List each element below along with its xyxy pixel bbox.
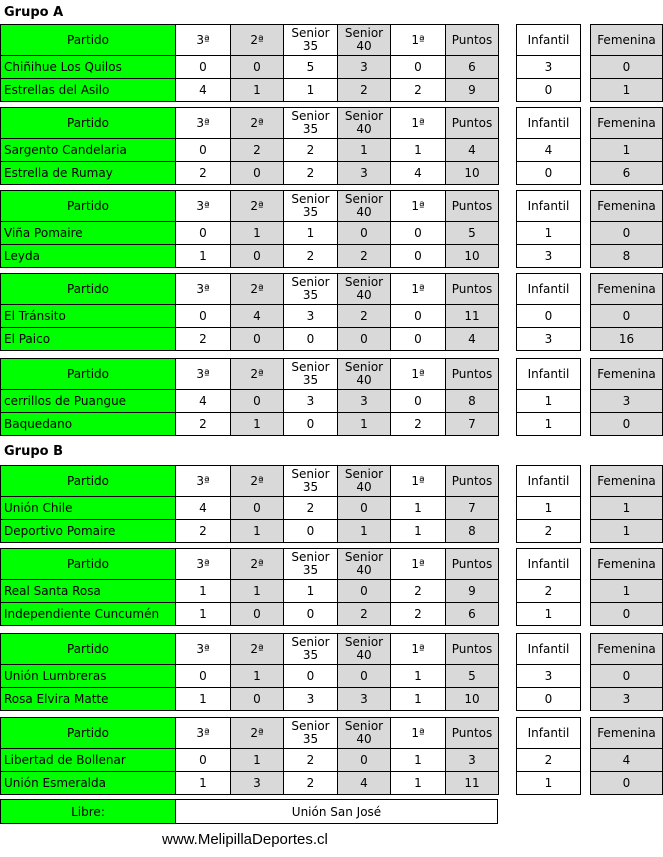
score-s40: 4: [337, 771, 391, 795]
score-s35: 5: [283, 55, 338, 79]
header-femenina: Femenina: [590, 465, 663, 497]
header-label-line1: Senior: [344, 360, 384, 374]
team-name: Sargento Candelaria: [0, 138, 176, 162]
header-puntos: Puntos: [445, 358, 499, 390]
score-c2: 0: [230, 687, 284, 711]
score-infantil: 0: [516, 78, 581, 102]
group-title: Grupo A: [4, 5, 64, 20]
score-s40: 1: [337, 138, 391, 162]
header-name: Partido: [0, 717, 176, 749]
score-c2: 1: [230, 664, 284, 688]
score-c1: 1: [390, 771, 446, 795]
header-label-line1: Senior: [291, 192, 330, 206]
score-femenina: 8: [590, 244, 663, 268]
score-infantil: 1: [516, 221, 581, 245]
score-c2: 0: [230, 327, 284, 351]
header-label-line2: 40: [356, 563, 372, 577]
score-c2: 0: [230, 389, 284, 413]
header-infantil: Infantil: [516, 273, 581, 305]
score-s35: 2: [283, 496, 338, 520]
header-label-line1: Senior: [344, 275, 384, 289]
header-s40: [337, 633, 391, 665]
team-name: Real Santa Rosa: [0, 579, 176, 603]
score-c1: 2: [390, 78, 446, 102]
score-infantil: 0: [516, 161, 581, 185]
header-c2: 2ª: [230, 107, 284, 139]
header-label-line1: Senior: [344, 26, 384, 40]
header-c2: 2ª: [230, 548, 284, 580]
score-s35: 0: [283, 327, 338, 351]
team-name: Unión Esmeralda: [0, 771, 176, 795]
score-s35: 0: [283, 664, 338, 688]
header-c3: 3ª: [175, 358, 231, 390]
header-label-line1: Senior: [291, 635, 330, 649]
header-name: Partido: [0, 633, 176, 665]
score-s35: 3: [283, 389, 338, 413]
header-infantil: Infantil: [516, 107, 581, 139]
header-c3: 3ª: [175, 717, 231, 749]
score-puntos: 10: [445, 161, 499, 185]
score-s40: 3: [337, 389, 391, 413]
score-infantil: 1: [516, 412, 581, 436]
header-name: Partido: [0, 24, 176, 56]
score-infantil: 1: [516, 771, 581, 795]
score-c2: 0: [230, 496, 284, 520]
score-femenina: 0: [590, 304, 663, 328]
score-c1: 1: [390, 138, 446, 162]
header-c2: 2ª: [230, 465, 284, 497]
score-c2: 1: [230, 519, 284, 543]
header-puntos: Puntos: [445, 717, 499, 749]
score-c1: 1: [390, 496, 446, 520]
header-femenina: Femenina: [590, 24, 663, 56]
score-femenina: 0: [590, 771, 663, 795]
score-femenina: 16: [590, 327, 663, 351]
score-femenina: 1: [590, 78, 663, 102]
score-s40: 2: [337, 304, 391, 328]
header-c2: 2ª: [230, 358, 284, 390]
score-femenina: 0: [590, 664, 663, 688]
header-label-line1: Senior: [344, 192, 384, 206]
header-c1: 1ª: [390, 548, 446, 580]
header-s40: [337, 465, 391, 497]
score-c2: 4: [230, 304, 284, 328]
header-infantil: Infantil: [516, 358, 581, 390]
header-label-line2: 35: [302, 563, 319, 577]
score-s40: 0: [337, 221, 391, 245]
score-infantil: 0: [516, 304, 581, 328]
header-puntos: Puntos: [445, 190, 499, 222]
header-c3: 3ª: [175, 548, 231, 580]
header-femenina: Femenina: [590, 273, 663, 305]
score-c3: 0: [175, 138, 231, 162]
header-s35: [283, 548, 338, 580]
header-femenina: Femenina: [590, 190, 663, 222]
header-s35: [283, 358, 338, 390]
score-femenina: 0: [590, 55, 663, 79]
header-s40: [337, 190, 391, 222]
header-c1: 1ª: [390, 190, 446, 222]
header-infantil: Infantil: [516, 717, 581, 749]
header-label-line2: 35: [302, 732, 319, 746]
website-url: www.MelipillaDeportes.cl: [162, 831, 328, 848]
header-femenina: Femenina: [590, 107, 663, 139]
score-femenina: 1: [590, 579, 663, 603]
header-name: Partido: [0, 548, 176, 580]
header-s35: [283, 24, 338, 56]
header-s40: [337, 717, 391, 749]
score-c1: 4: [390, 161, 446, 185]
header-label-line1: Senior: [344, 467, 384, 481]
header-name: Partido: [0, 107, 176, 139]
team-name: Viña Pomaire: [0, 221, 176, 245]
group-title: Grupo B: [4, 444, 64, 459]
team-name: Independiente Cuncumén: [0, 602, 176, 626]
header-c1: 1ª: [390, 717, 446, 749]
score-puntos: 6: [445, 55, 499, 79]
header-name: Partido: [0, 190, 176, 222]
score-puntos: 11: [445, 771, 499, 795]
score-puntos: 4: [445, 138, 499, 162]
score-s35: 2: [283, 748, 338, 772]
score-c1: 0: [390, 244, 446, 268]
header-c2: 2ª: [230, 717, 284, 749]
score-puntos: 9: [445, 78, 499, 102]
header-label-line2: 35: [302, 373, 319, 387]
score-femenina: 4: [590, 748, 663, 772]
score-c3: 2: [175, 161, 231, 185]
score-c2: 1: [230, 748, 284, 772]
score-puntos: 3: [445, 748, 499, 772]
header-c1: 1ª: [390, 273, 446, 305]
header-c1: 1ª: [390, 107, 446, 139]
header-infantil: Infantil: [516, 548, 581, 580]
header-femenina: Femenina: [590, 548, 663, 580]
score-s35: 2: [283, 138, 338, 162]
score-c3: 1: [175, 687, 231, 711]
score-c1: 2: [390, 412, 446, 436]
header-puntos: Puntos: [445, 273, 499, 305]
score-c2: 0: [230, 161, 284, 185]
team-name: Unión Lumbreras: [0, 664, 176, 688]
score-s40: 0: [337, 748, 391, 772]
score-c3: 4: [175, 496, 231, 520]
score-c3: 1: [175, 579, 231, 603]
header-s35: [283, 465, 338, 497]
header-name: Partido: [0, 273, 176, 305]
header-label-line1: Senior: [344, 635, 384, 649]
header-label-line1: Senior: [344, 550, 384, 564]
score-s35: 2: [283, 771, 338, 795]
score-s40: 0: [337, 496, 391, 520]
score-c1: 1: [390, 664, 446, 688]
score-s40: 0: [337, 327, 391, 351]
score-infantil: 2: [516, 519, 581, 543]
header-infantil: Infantil: [516, 465, 581, 497]
team-name: Libertad de Bollenar: [0, 748, 176, 772]
score-s35: 3: [283, 304, 338, 328]
score-c2: 1: [230, 412, 284, 436]
score-s40: 3: [337, 161, 391, 185]
team-name: Leyda: [0, 244, 176, 268]
score-s40: 2: [337, 602, 391, 626]
header-label-line2: 35: [302, 480, 319, 494]
score-c2: 0: [230, 602, 284, 626]
team-name: Estrellas del Asilo: [0, 78, 176, 102]
header-c1: 1ª: [390, 633, 446, 665]
libre-team: Unión San José: [175, 799, 498, 824]
score-s35: 2: [283, 244, 338, 268]
header-c3: 3ª: [175, 465, 231, 497]
header-infantil: Infantil: [516, 190, 581, 222]
header-name: Partido: [0, 465, 176, 497]
score-femenina: 3: [590, 687, 663, 711]
header-label-line1: Senior: [344, 719, 384, 733]
score-c1: 2: [390, 602, 446, 626]
score-s40: 2: [337, 78, 391, 102]
header-c2: 2ª: [230, 190, 284, 222]
header-infantil: Infantil: [516, 24, 581, 56]
header-label-line1: Senior: [291, 719, 330, 733]
header-label-line2: 40: [356, 648, 372, 662]
header-puntos: Puntos: [445, 465, 499, 497]
header-c3: 3ª: [175, 24, 231, 56]
team-name: Estrella de Rumay: [0, 161, 176, 185]
score-c1: 0: [390, 389, 446, 413]
score-puntos: 8: [445, 519, 499, 543]
header-label-line2: 35: [302, 288, 319, 302]
score-c1: 0: [390, 221, 446, 245]
header-label-line2: 35: [302, 122, 319, 136]
header-label-line2: 35: [302, 205, 319, 219]
score-femenina: 6: [590, 161, 663, 185]
score-puntos: 6: [445, 602, 499, 626]
team-name: El Paico: [0, 327, 176, 351]
score-s35: 0: [283, 519, 338, 543]
header-puntos: Puntos: [445, 24, 499, 56]
score-c3: 0: [175, 221, 231, 245]
header-puntos: Puntos: [445, 633, 499, 665]
score-femenina: 0: [590, 602, 663, 626]
header-s40: [337, 548, 391, 580]
header-s40: [337, 358, 391, 390]
header-label-line2: 40: [356, 373, 372, 387]
score-s40: 1: [337, 519, 391, 543]
score-femenina: 1: [590, 519, 663, 543]
score-femenina: 0: [590, 412, 663, 436]
score-s35: 2: [283, 161, 338, 185]
header-s35: [283, 107, 338, 139]
score-s35: 3: [283, 687, 338, 711]
team-name: Unión Chile: [0, 496, 176, 520]
score-infantil: 0: [516, 687, 581, 711]
score-infantil: 1: [516, 496, 581, 520]
score-s35: 1: [283, 78, 338, 102]
header-label-line1: Senior: [291, 360, 330, 374]
score-puntos: 9: [445, 579, 499, 603]
header-s35: [283, 273, 338, 305]
score-s35: 0: [283, 412, 338, 436]
score-femenina: 3: [590, 389, 663, 413]
header-s40: [337, 273, 391, 305]
score-c1: 1: [390, 748, 446, 772]
score-c3: 1: [175, 771, 231, 795]
header-femenina: Femenina: [590, 633, 663, 665]
score-c3: 1: [175, 602, 231, 626]
score-infantil: 3: [516, 244, 581, 268]
header-s40: [337, 107, 391, 139]
header-puntos: Puntos: [445, 548, 499, 580]
header-c1: 1ª: [390, 24, 446, 56]
score-c2: 2: [230, 138, 284, 162]
score-puntos: 10: [445, 244, 499, 268]
header-label-line2: 35: [302, 39, 319, 53]
score-s40: 3: [337, 55, 391, 79]
score-infantil: 2: [516, 579, 581, 603]
score-c2: 0: [230, 244, 284, 268]
header-s40: [337, 24, 391, 56]
header-label-line2: 40: [356, 288, 372, 302]
header-s35: [283, 633, 338, 665]
score-s40: 2: [337, 244, 391, 268]
score-s40: 0: [337, 664, 391, 688]
header-label-line1: Senior: [291, 26, 330, 40]
score-puntos: 8: [445, 389, 499, 413]
header-c3: 3ª: [175, 190, 231, 222]
score-infantil: 3: [516, 664, 581, 688]
score-c1: 1: [390, 687, 446, 711]
score-c3: 2: [175, 412, 231, 436]
header-label-line1: Senior: [291, 109, 330, 123]
score-c2: 1: [230, 78, 284, 102]
header-name: Partido: [0, 358, 176, 390]
score-puntos: 7: [445, 412, 499, 436]
score-infantil: 4: [516, 138, 581, 162]
score-puntos: 5: [445, 221, 499, 245]
score-c1: 0: [390, 55, 446, 79]
score-infantil: 2: [516, 748, 581, 772]
score-c1: 0: [390, 327, 446, 351]
score-c1: 2: [390, 579, 446, 603]
score-c2: 0: [230, 55, 284, 79]
score-c1: 0: [390, 304, 446, 328]
score-c3: 2: [175, 519, 231, 543]
team-name: cerrillos de Puangue: [0, 389, 176, 413]
header-label-line1: Senior: [291, 275, 330, 289]
team-name: Baquedano: [0, 412, 176, 436]
score-femenina: 1: [590, 496, 663, 520]
score-c3: 0: [175, 748, 231, 772]
header-label-line1: Senior: [291, 550, 330, 564]
score-puntos: 7: [445, 496, 499, 520]
header-label-line2: 40: [356, 122, 372, 136]
header-c3: 3ª: [175, 107, 231, 139]
score-infantil: 3: [516, 327, 581, 351]
score-c3: 0: [175, 664, 231, 688]
score-puntos: 4: [445, 327, 499, 351]
header-femenina: Femenina: [590, 358, 663, 390]
header-s35: [283, 190, 338, 222]
header-femenina: Femenina: [590, 717, 663, 749]
header-label-line2: 40: [356, 39, 372, 53]
score-infantil: 1: [516, 389, 581, 413]
header-c1: 1ª: [390, 465, 446, 497]
team-name: Deportivo Pomaire: [0, 519, 176, 543]
header-label-line2: 40: [356, 480, 372, 494]
team-name: El Tránsito: [0, 304, 176, 328]
score-c3: 4: [175, 78, 231, 102]
score-puntos: 10: [445, 687, 499, 711]
score-c3: 0: [175, 304, 231, 328]
header-label-line2: 40: [356, 205, 372, 219]
score-s40: 1: [337, 412, 391, 436]
header-infantil: Infantil: [516, 633, 581, 665]
score-c2: 1: [230, 579, 284, 603]
score-c3: 0: [175, 55, 231, 79]
team-name: Rosa Elvira Matte: [0, 687, 176, 711]
header-c2: 2ª: [230, 273, 284, 305]
header-c2: 2ª: [230, 633, 284, 665]
header-c1: 1ª: [390, 358, 446, 390]
score-s35: 1: [283, 221, 338, 245]
header-c3: 3ª: [175, 633, 231, 665]
header-c3: 3ª: [175, 273, 231, 305]
score-s35: 0: [283, 602, 338, 626]
score-c3: 1: [175, 244, 231, 268]
score-c2: 3: [230, 771, 284, 795]
score-c3: 4: [175, 389, 231, 413]
score-puntos: 11: [445, 304, 499, 328]
score-c3: 2: [175, 327, 231, 351]
header-label-line1: Senior: [291, 467, 330, 481]
score-puntos: 5: [445, 664, 499, 688]
libre-label: Libre:: [0, 799, 176, 824]
header-puntos: Puntos: [445, 107, 499, 139]
score-c2: 1: [230, 221, 284, 245]
header-s35: [283, 717, 338, 749]
header-c2: 2ª: [230, 24, 284, 56]
score-s40: 0: [337, 579, 391, 603]
score-s40: 3: [337, 687, 391, 711]
score-s35: 1: [283, 579, 338, 603]
team-name: Chiñihue Los Quilos: [0, 55, 176, 79]
header-label-line2: 40: [356, 732, 372, 746]
score-infantil: 3: [516, 55, 581, 79]
score-c1: 1: [390, 519, 446, 543]
score-femenina: 1: [590, 138, 663, 162]
score-infantil: 1: [516, 602, 581, 626]
score-femenina: 0: [590, 221, 663, 245]
header-label-line2: 35: [302, 648, 319, 662]
header-label-line1: Senior: [344, 109, 384, 123]
